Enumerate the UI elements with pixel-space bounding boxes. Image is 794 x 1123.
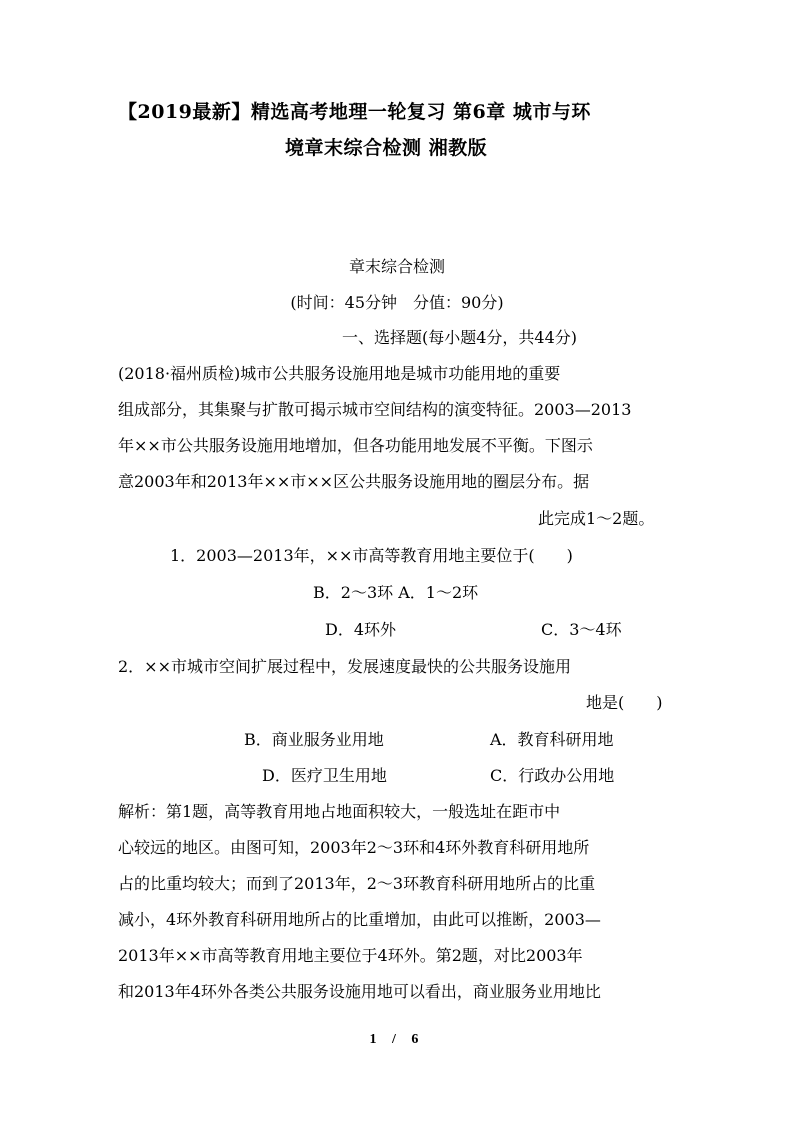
material-line: 年××市公共服务设施用地增加，但各功能用地发展不平衡。下图示 <box>118 436 593 455</box>
section-heading: 章末综合检测 <box>348 257 445 276</box>
material-line: 此完成1～2题。 <box>538 509 655 528</box>
material-line: 组成部分，其集聚与扩散可揭示城市空间结构的演变特征。2003—2013 <box>118 400 632 419</box>
question-section-title: 一、选择题(每小题4分，共44分) <box>342 328 578 347</box>
analysis-line: 解析：第1题，高等教育用地占地面积较大，一般选址在距市中 <box>118 802 561 821</box>
question-2-option-a: A．教育科研用地 <box>490 730 614 749</box>
question-1-option-d: D．4环外 <box>325 620 397 639</box>
question-2-stem-end: 地是( ) <box>586 693 663 712</box>
document-title-line-2: 境章末综合检测 湘教版 <box>285 137 488 159</box>
question-2-stem: 2．××市城市空间扩展过程中，发展速度最快的公共服务设施用 <box>118 657 571 676</box>
document-title-line-1: 【2019最新】精选高考地理一轮复习 第6章 城市与环 <box>118 101 591 123</box>
analysis-line: 和2013年4环外各类公共服务设施用地可以看出，商业服务业用地比 <box>118 982 601 1001</box>
analysis-line: 减小，4环外教育科研用地所占的比重增加，由此可以推断，2003— <box>118 910 601 929</box>
page-number: 1 / 6 <box>369 1032 425 1047</box>
material-line: 意2003年和2013年××市××区公共服务设施用地的圈层分布。据 <box>118 472 590 491</box>
analysis-line: 心较远的地区。由图可知，2003年2～3环和4环外教育科研用地所 <box>118 838 590 857</box>
question-1-option-c: C．3～4环 <box>541 620 622 639</box>
question-1-stem: 1．2003—2013年，××市高等教育用地主要位于( ) <box>170 546 573 565</box>
question-2-option-c: C．行政办公用地 <box>490 766 615 785</box>
analysis-line: 2013年××市高等教育用地主要位于4环外。第2题，对比2003年 <box>118 946 583 965</box>
analysis-line: 占的比重均较大；而到了2013年，2～3环教育科研用地所占的比重 <box>118 874 596 893</box>
time-score-info: (时间：45分钟 分值：90分) <box>290 293 504 312</box>
question-1-options-b-a: B．2～3环 A．1～2环 <box>313 583 479 602</box>
material-line: (2018·福州质检)城市公共服务设施用地是城市功能用地的重要 <box>118 364 561 383</box>
question-2-option-b: B．商业服务业用地 <box>244 730 384 749</box>
question-2-option-d: D．医疗卫生用地 <box>262 766 387 785</box>
